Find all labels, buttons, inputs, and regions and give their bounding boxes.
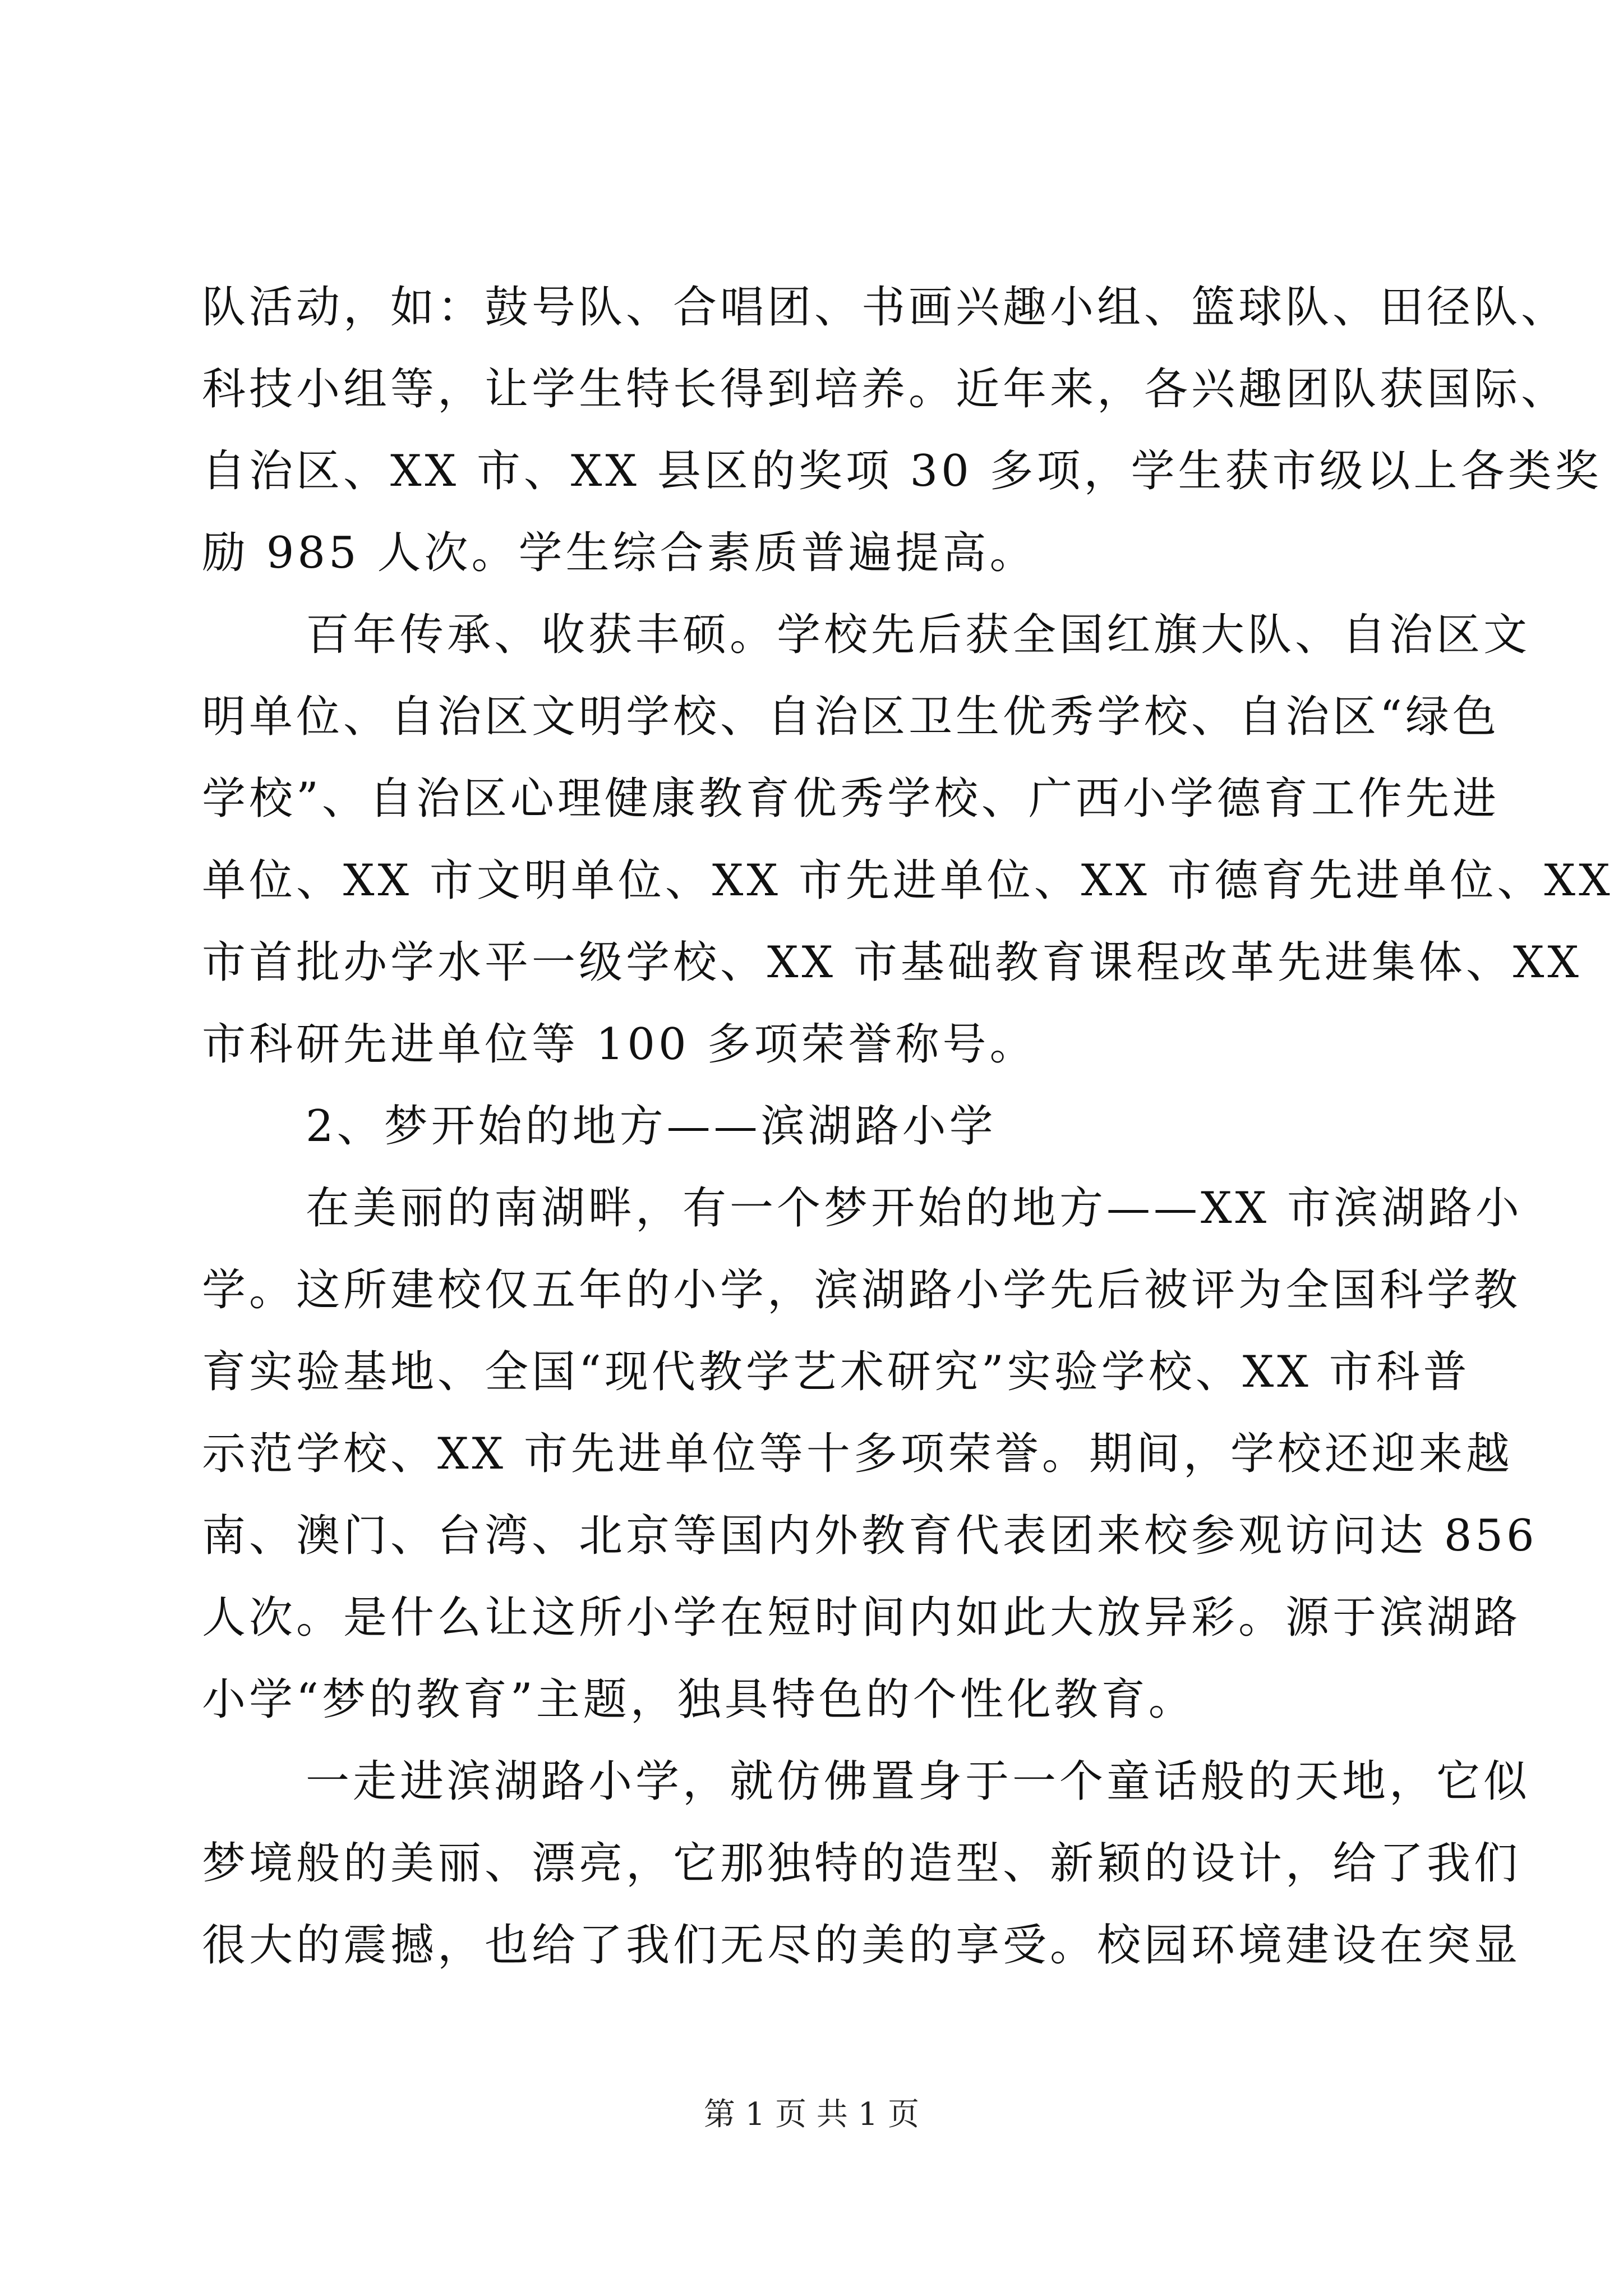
text-line: 育实验基地、全国“现代教学艺术研究”实验学校、XX 市科普 xyxy=(202,1347,1470,1397)
text-line: 单位、XX 市文明单位、XX 市先进单位、XX 市德育先进单位、XX xyxy=(202,855,1613,906)
text-line: 百年传承、收获丰硕。学校先后获全国红旗大队、自治区文 xyxy=(306,610,1531,660)
text-line: 南、澳门、台湾、北京等国内外教育代表团来校参观访问达 856 xyxy=(202,1511,1538,1561)
page-number-footer: 第 1 页 共 1 页 xyxy=(703,2096,920,2133)
text-line: 学校”、自治区心理健康教育优秀学校、广西小学德育工作先进 xyxy=(202,774,1500,824)
text-line: 梦境般的美丽、漂亮，它那独特的造型、新颖的设计，给了我们 xyxy=(202,1838,1521,1889)
text-line: 在美丽的南湖畔，有一个梦开始的地方——XX 市滨湖路小 xyxy=(306,1183,1523,1234)
text-line: 自治区、XX 市、XX 县区的奖项 30 多项，学生获市级以上各类奖 xyxy=(202,446,1602,496)
text-line: 学。这所建校仅五年的小学，滨湖路小学先后被评为全国科学教 xyxy=(202,1265,1521,1315)
text-line: 市科研先进单位等 100 多项荣誉称号。 xyxy=(202,1019,1037,1070)
text-line: 很大的震撼，也给了我们无尽的美的享受。校园环境建设在突显 xyxy=(202,1920,1521,1971)
text-line: 市首批办学水平一级学校、XX 市基础教育课程改革先进集体、XX xyxy=(202,937,1582,988)
section-heading: 2、梦开始的地方——滨湖路小学 xyxy=(306,1101,997,1152)
text-line: 科技小组等，让学生特长得到培养。近年来，各兴趣团队获国际、 xyxy=(202,364,1569,415)
text-line: 小学“梦的教育”主题，独具特色的个性化教育。 xyxy=(202,1674,1196,1725)
text-line: 励 985 人次。学生综合素质普遍提高。 xyxy=(202,528,1037,578)
text-line: 明单位、自治区文明学校、自治区卫生优秀学校、自治区“绿色 xyxy=(202,692,1500,742)
text-line: 队活动，如：鼓号队、合唱团、书画兴趣小组、篮球队、田径队、 xyxy=(202,282,1569,333)
text-line: 示范学校、XX 市先进单位等十多项荣誉。期间，学校还迎来越 xyxy=(202,1429,1513,1479)
text-line: 人次。是什么让这所小学在短时间内如此大放异彩。源于滨湖路 xyxy=(202,1593,1521,1643)
document-body xyxy=(202,266,1613,1986)
text-line: 一走进滨湖路小学，就仿佛置身于一个童话般的天地，它似 xyxy=(306,1756,1531,1807)
